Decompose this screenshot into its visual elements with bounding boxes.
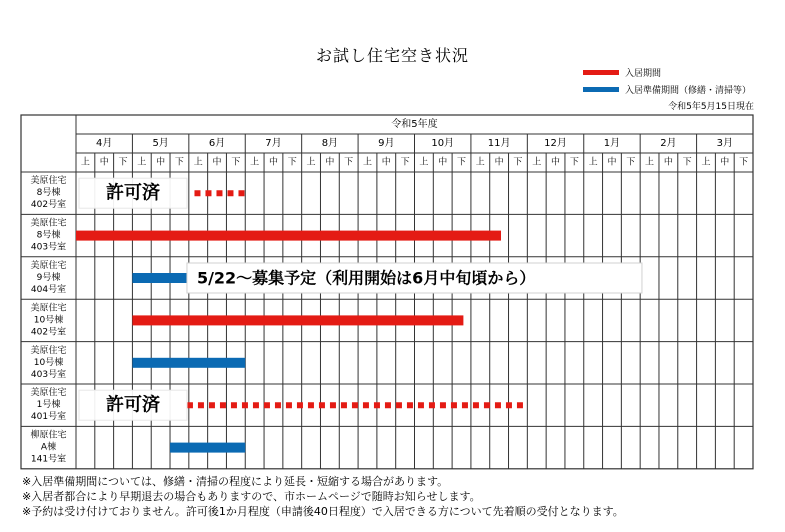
month-label: 5月 (152, 138, 169, 149)
unit-name-line: 柳原住宅 (30, 430, 67, 441)
preparation-bar (132, 273, 188, 283)
status-label: 許可済 (106, 394, 160, 416)
third-label: 下 (231, 157, 241, 168)
footnotes (22, 474, 624, 519)
third-label: 中 (607, 157, 617, 168)
unit-name-line: 8号棟 (36, 188, 61, 199)
third-label: 上 (701, 157, 711, 168)
third-label: 下 (626, 157, 636, 168)
unit-name-line: 402号室 (30, 327, 67, 338)
unit-name-line: 美原住宅 (30, 345, 67, 356)
third-label: 上 (532, 157, 542, 168)
month-label: 8月 (321, 138, 339, 149)
third-label: 中 (325, 157, 335, 168)
third-label: 下 (400, 157, 410, 168)
third-label: 上 (645, 157, 655, 168)
legend-occupancy-label: 入居期間 (625, 68, 662, 79)
third-label: 中 (438, 157, 448, 168)
third-label: 中 (268, 157, 278, 168)
third-label: 中 (663, 157, 673, 168)
third-label: 上 (250, 157, 260, 168)
unit-name-line: A棟 (40, 442, 57, 453)
month-label: 4月 (96, 138, 113, 149)
unit-name-line: 8号棟 (36, 230, 61, 241)
third-label: 中 (494, 157, 504, 168)
third-label: 上 (193, 157, 203, 168)
recruitment-notice: 5/22〜募集予定（利用開始は6月中旬頃から） (196, 268, 536, 288)
third-label: 下 (569, 157, 579, 168)
third-label: 上 (80, 157, 90, 168)
third-label: 上 (419, 157, 429, 168)
status-label: 許可済 (106, 182, 160, 204)
unit-name-line: 美原住宅 (30, 303, 67, 314)
third-label: 中 (156, 157, 166, 168)
month-label: 6月 (208, 138, 226, 149)
unit-name-line: 10号棟 (33, 315, 64, 326)
third-label: 下 (174, 157, 184, 168)
unit-name-line: 1号棟 (36, 400, 61, 411)
month-label: 7月 (265, 138, 282, 149)
third-label: 中 (551, 157, 561, 168)
month-label: 2月 (660, 138, 677, 149)
month-label: 3月 (716, 138, 733, 149)
unit-name-line: 403号室 (30, 369, 67, 380)
third-label: 下 (682, 157, 692, 168)
third-label: 上 (362, 157, 372, 168)
unit-name-line: 美原住宅 (30, 261, 67, 271)
unit-name-line: 141号室 (30, 454, 67, 465)
as-of-date: 令和5年5月15日現在 (668, 102, 754, 112)
unit-name-line: 10号棟 (33, 357, 64, 368)
unit-name-line: 美原住宅 (30, 218, 67, 229)
preparation-bar (132, 358, 245, 368)
third-label: 上 (306, 157, 316, 168)
third-label: 中 (720, 157, 730, 168)
third-label: 中 (212, 157, 222, 168)
preparation-bar (170, 443, 245, 453)
footnote: ※予約は受け付けておりません。許可後1か月程度（申請後40日程度）で入居できる方について先着順の受付となります。 (22, 505, 624, 518)
month-label: 12月 (544, 138, 567, 149)
fiscal-year-label: 令和5年度 (391, 119, 438, 130)
third-label: 下 (118, 157, 128, 168)
third-label: 上 (475, 157, 485, 168)
unit-name-line: 401号室 (30, 412, 67, 423)
unit-name-line: 美原住宅 (30, 176, 67, 187)
month-label: 11月 (487, 138, 511, 149)
footnote: ※入居準備期間については、修繕・清掃の程度により延長・短縮する場合があります。 (22, 475, 449, 488)
third-label: 中 (381, 157, 391, 168)
third-label: 下 (457, 157, 467, 168)
unit-name-line: 402号室 (30, 200, 67, 211)
third-label: 下 (739, 157, 749, 168)
third-label: 上 (137, 157, 147, 168)
unit-name-line: 403号室 (30, 242, 67, 253)
unit-name-line: 美原住宅 (30, 388, 67, 399)
month-label: 1月 (603, 138, 621, 149)
occupancy-bar (132, 315, 463, 325)
third-label: 下 (513, 157, 523, 168)
unit-name-line: 9号棟 (36, 273, 61, 283)
third-label: 上 (588, 157, 598, 168)
month-label: 9月 (378, 138, 395, 149)
page-title: お試し住宅空き状況 (315, 46, 469, 65)
occupancy-bar (76, 231, 501, 241)
third-label: 中 (99, 157, 109, 168)
third-label: 下 (287, 157, 297, 168)
footnote: ※入居者都合により早期退去の場合もありますので、市ホームページで随時お知らせします。 (22, 490, 481, 503)
third-label: 下 (344, 157, 354, 168)
legend-preparation-label: 入居準備期間（修繕・清掃等） (625, 85, 752, 96)
month-label: 10月 (431, 138, 455, 149)
unit-name-line: 404号室 (30, 285, 67, 295)
